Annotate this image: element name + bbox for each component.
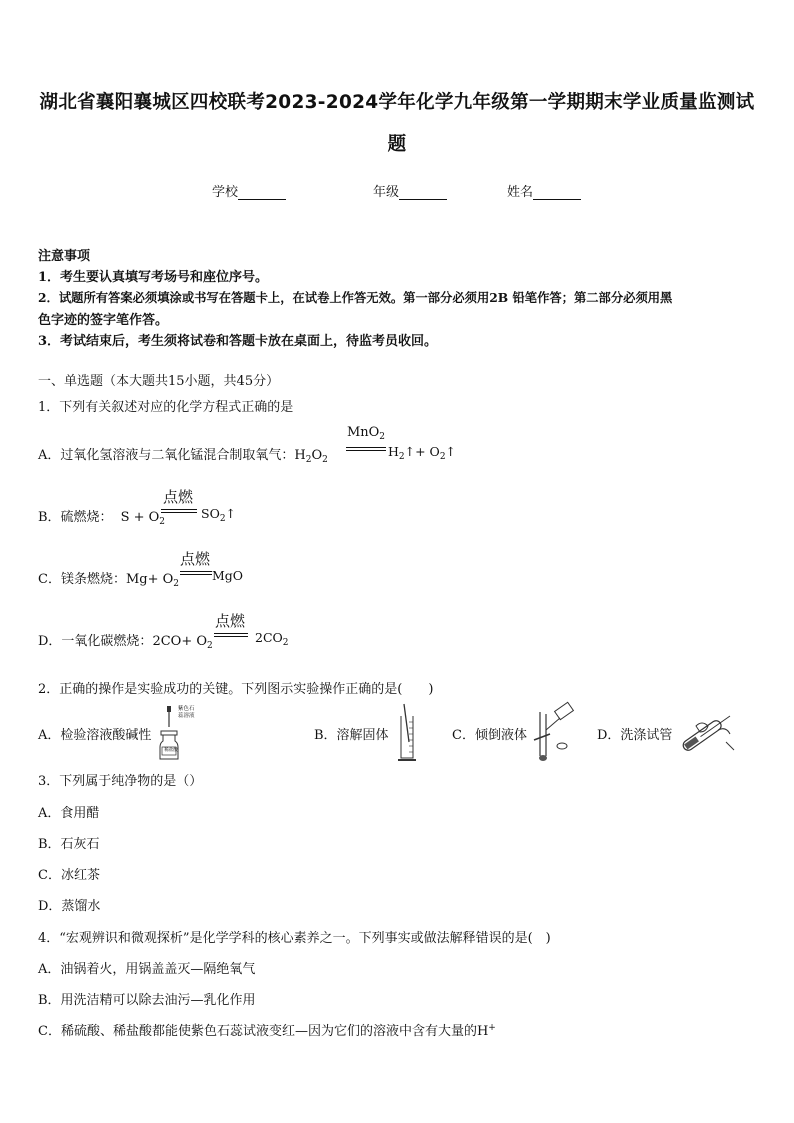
q3-option-d: D．蒸馏水 <box>38 899 101 914</box>
q1-option-c: C．镁条燃烧：$Mg+ O_2$ <box>38 572 180 589</box>
question-3-stem: 3．下列属于纯净物的是（） <box>38 774 203 789</box>
q3-option-c: C．冰红茶 <box>38 868 100 883</box>
page-title: 湖北省襄阳襄城区四校联考2023-2024学年化学九年级第一学期期末学业质量监测试 <box>39 92 755 113</box>
q1-option-b: B．硫燃烧： $S + O_2$ <box>38 510 166 527</box>
grade-field: 年级 <box>373 181 447 200</box>
equation-right: $SO_2↑$ <box>201 506 237 524</box>
q1-option-a: A．过氧化氢溶液与二氧化锰混合制取氧气：$H_2O_2$ <box>38 448 328 465</box>
q1-option-d: D．一氧化碳燃烧：$2CO+ O_2$ <box>38 634 213 651</box>
equation-double-line <box>346 447 386 451</box>
pouring-liquid-figure <box>532 700 578 766</box>
equation-right: MgO <box>212 568 244 583</box>
school-field: 学校 <box>212 181 286 200</box>
reaction-condition: 点燃 <box>179 550 210 568</box>
q2-option-d: D．洗涤试管 <box>597 728 673 743</box>
question-2-stem: 2．正确的操作是实验成功的关键。下列图示实验操作正确的是( ) <box>38 682 434 697</box>
q3-option-a: A．食用醋 <box>38 806 100 821</box>
equation-right: $2CO_2$ <box>255 630 289 648</box>
reaction-condition: 点燃 <box>162 488 193 506</box>
q2-option-a: A．检验溶液酸碱性 <box>38 728 152 743</box>
equation-left: $Mg+ O_2$ <box>125 572 180 589</box>
reaction-condition: MnO$_2$ <box>346 425 386 442</box>
notice-item-2-cont: 色字迹的签字笔作答。 <box>38 313 169 328</box>
equation-left: $S + O_2$ <box>120 510 166 527</box>
q4-option-b: B．用洗洁精可以除去油污—乳化作用 <box>38 993 256 1008</box>
q4-option-a: A．油锅着火，用锅盖盖灭—隔绝氧气 <box>38 962 256 977</box>
washing-test-tube-figure <box>676 702 738 760</box>
bottle-label: 稀盐酸 <box>164 748 178 753</box>
equation-left: $H_2O_2$ <box>294 448 328 465</box>
question-4-stem: 4．“宏观辨识和微观探析”是化学学科的核心素养之一。下列事实或做法解释错误的是( ) <box>38 931 551 946</box>
equation-double-line <box>214 633 248 637</box>
q3-option-b: B．石灰石 <box>38 837 100 852</box>
q4-option-c: C．稀硫酸、稀盐酸都能使紫色石蕊试液变红—因为它们的溶液中含有大量的H+ <box>38 1023 496 1039</box>
notice-item-1: 1．考生要认真填写考场号和座位序号。 <box>38 270 269 285</box>
figure-label: 紫色石 蕊溶液 <box>178 706 195 719</box>
notice-item-3: 3．考试结束后，考生须将试卷和答题卡放在桌面上，待监考员收回。 <box>38 334 438 349</box>
equation-right: $H_2↑+$ $O_2↑$ <box>388 444 457 462</box>
notice-item-2: 2．试题所有答案必须填涂或书写在答题卡上，在试卷上作答无效。第一部分必须用2B 铅笔作答；第二部分必须用黑 <box>38 290 673 305</box>
page-title-continued: 题 <box>387 134 407 155</box>
equation-left: $2CO+ O_2$ <box>152 634 213 651</box>
graduated-cylinder-figure <box>396 702 420 764</box>
equation-double-line <box>161 509 197 513</box>
notice-heading: 注意事项 <box>38 249 91 264</box>
question-1-stem: 1．下列有关叙述对应的化学方程式正确的是 <box>38 400 294 415</box>
student-info-row <box>0 181 794 201</box>
section-heading: 一、单选题（本大题共15小题，共45分） <box>38 374 280 389</box>
q2-option-b: B．溶解固体 <box>314 728 389 743</box>
q2-option-c: C．倾倒液体 <box>452 728 527 743</box>
reaction-condition: 点燃 <box>214 612 245 630</box>
equation-double-line <box>180 571 212 575</box>
name-field: 姓名 <box>507 181 581 200</box>
